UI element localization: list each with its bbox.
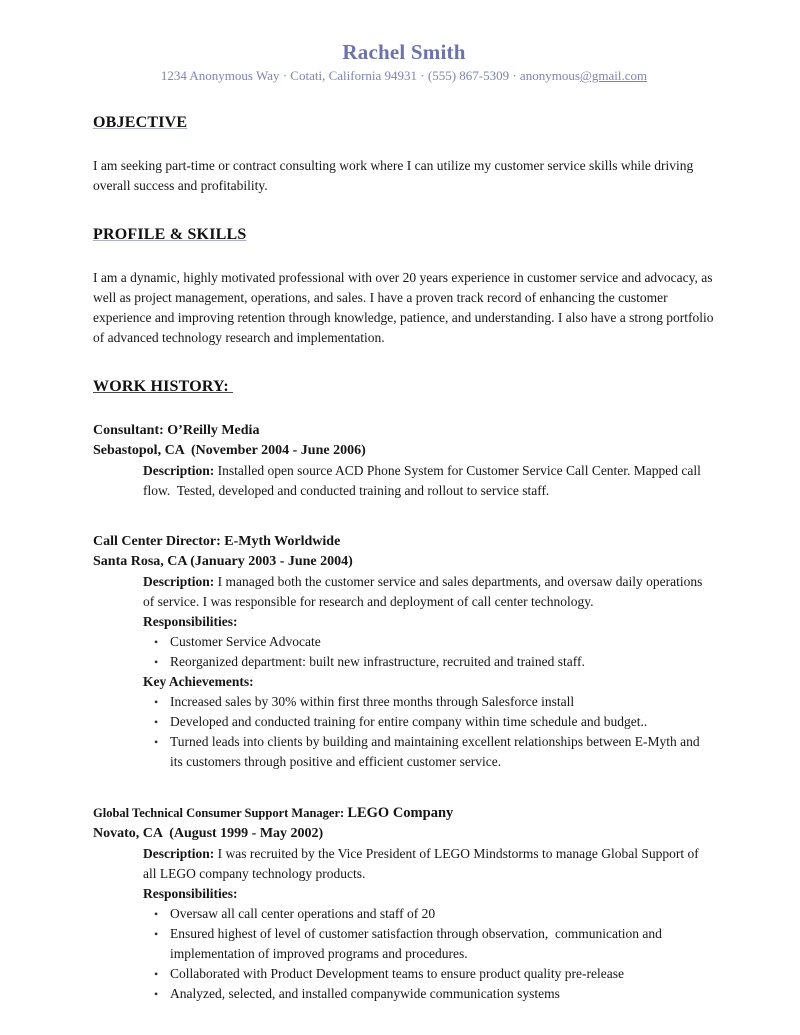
description-label: Description:	[143, 846, 215, 861]
description-text: I was recruited by the Vice President of LEGO Mindstorms to manage Global Support of all LEGO company technology products.	[143, 846, 703, 881]
objective-heading: OBJECTIVE	[93, 114, 188, 131]
job-title: Call Center Director: E-Myth Worldwide	[93, 534, 341, 549]
objective-text: I am seeking part-time or contract consulting work where I can utilize my customer service skills while driving overall success and profitability.	[93, 158, 697, 193]
key-achievements-label: Key Achievements:	[143, 674, 254, 689]
job-emyth-worldwide	[93, 532, 715, 772]
profile-skills-text: I am a dynamic, highly motivated professional with over 20 years experience in customer service and advocacy, as well as project management, operations, and sales. I have a proven track record of enhancing the customer experience and improving retention through knowledge, patience, and understanding. I also have a strong portfolio of advanced technology research and implementation.	[93, 270, 717, 345]
job-description	[143, 844, 715, 884]
responsibilities-label: Responsibilities:	[143, 614, 238, 629]
responsibilities-label: Responsibilities:	[143, 886, 238, 901]
section-profile-skills	[93, 226, 715, 348]
header	[93, 40, 715, 84]
list-item: • Developed and conducted training for entire company within time schedule and budget..	[150, 712, 715, 732]
description-text: I managed both the customer service and sales departments, and oversaw daily operations of service. I was responsible for research and deployment of call center technology.	[143, 574, 706, 609]
job-location: Santa Rosa, CA (January 2003 - June 2004)	[93, 554, 353, 569]
job-lego-company	[93, 803, 715, 1004]
description-label: Description:	[143, 463, 215, 478]
job-location: Novato, CA (August 1999 - May 2002)	[93, 826, 324, 841]
list-item: • Customer Service Advocate	[150, 632, 715, 652]
person-name: Rachel Smith	[342, 40, 466, 64]
list-item: • Oversaw all call center operations and staff of 20	[150, 904, 715, 924]
contact-text: 1234 Anonymous Way · Cotati, California 94931 · (555) 867-5309 · anonymous	[160, 68, 580, 83]
profile-skills-heading: PROFILE & SKILLS	[93, 226, 247, 243]
list-item: • Analyzed, selected, and installed companywide communication systems	[150, 984, 715, 1004]
responsibilities-list	[150, 904, 715, 1004]
job-description	[143, 572, 715, 612]
achievements-list	[150, 692, 715, 772]
list-item: • Reorganized department: built new infrastructure, recruited and trained staff.	[150, 652, 715, 672]
job-title: Consultant: O’Reilly Media	[93, 423, 260, 438]
section-objective	[93, 114, 715, 196]
job-description	[143, 461, 715, 501]
list-item: • Turned leads into clients by building and maintaining excellent relationships between E-Myth and its customers through positive and efficient customer service.	[150, 732, 715, 772]
job-title-company: LEGO Company	[347, 805, 454, 821]
description-text: Installed open source ACD Phone System for Customer Service Call Center. Mapped call flow. Tested, developed and conducted training and rollout to service staff.	[143, 463, 705, 498]
description-label: Description:	[143, 574, 215, 589]
job-title	[93, 803, 715, 824]
section-work-history	[93, 378, 715, 1004]
work-history-heading: WORK HISTORY:	[93, 378, 234, 395]
job-title-prefix: Global Technical Consumer Support Manager:	[93, 806, 348, 820]
list-item: • Increased sales by 30% within first three months through Salesforce install	[150, 692, 715, 712]
job-oreilly-media	[93, 421, 715, 501]
email-link[interactable]: @gmail.com	[579, 68, 648, 83]
contact-line	[93, 68, 715, 84]
list-item: • Ensured highest of level of customer satisfaction through observation, communication and implementation of improved programs and procedures.	[150, 924, 715, 964]
job-location: Sebastopol, CA (November 2004 - June 2006)	[93, 443, 366, 458]
responsibilities-list	[150, 632, 715, 672]
list-item: • Collaborated with Product Development teams to ensure product quality pre-release	[150, 964, 715, 984]
